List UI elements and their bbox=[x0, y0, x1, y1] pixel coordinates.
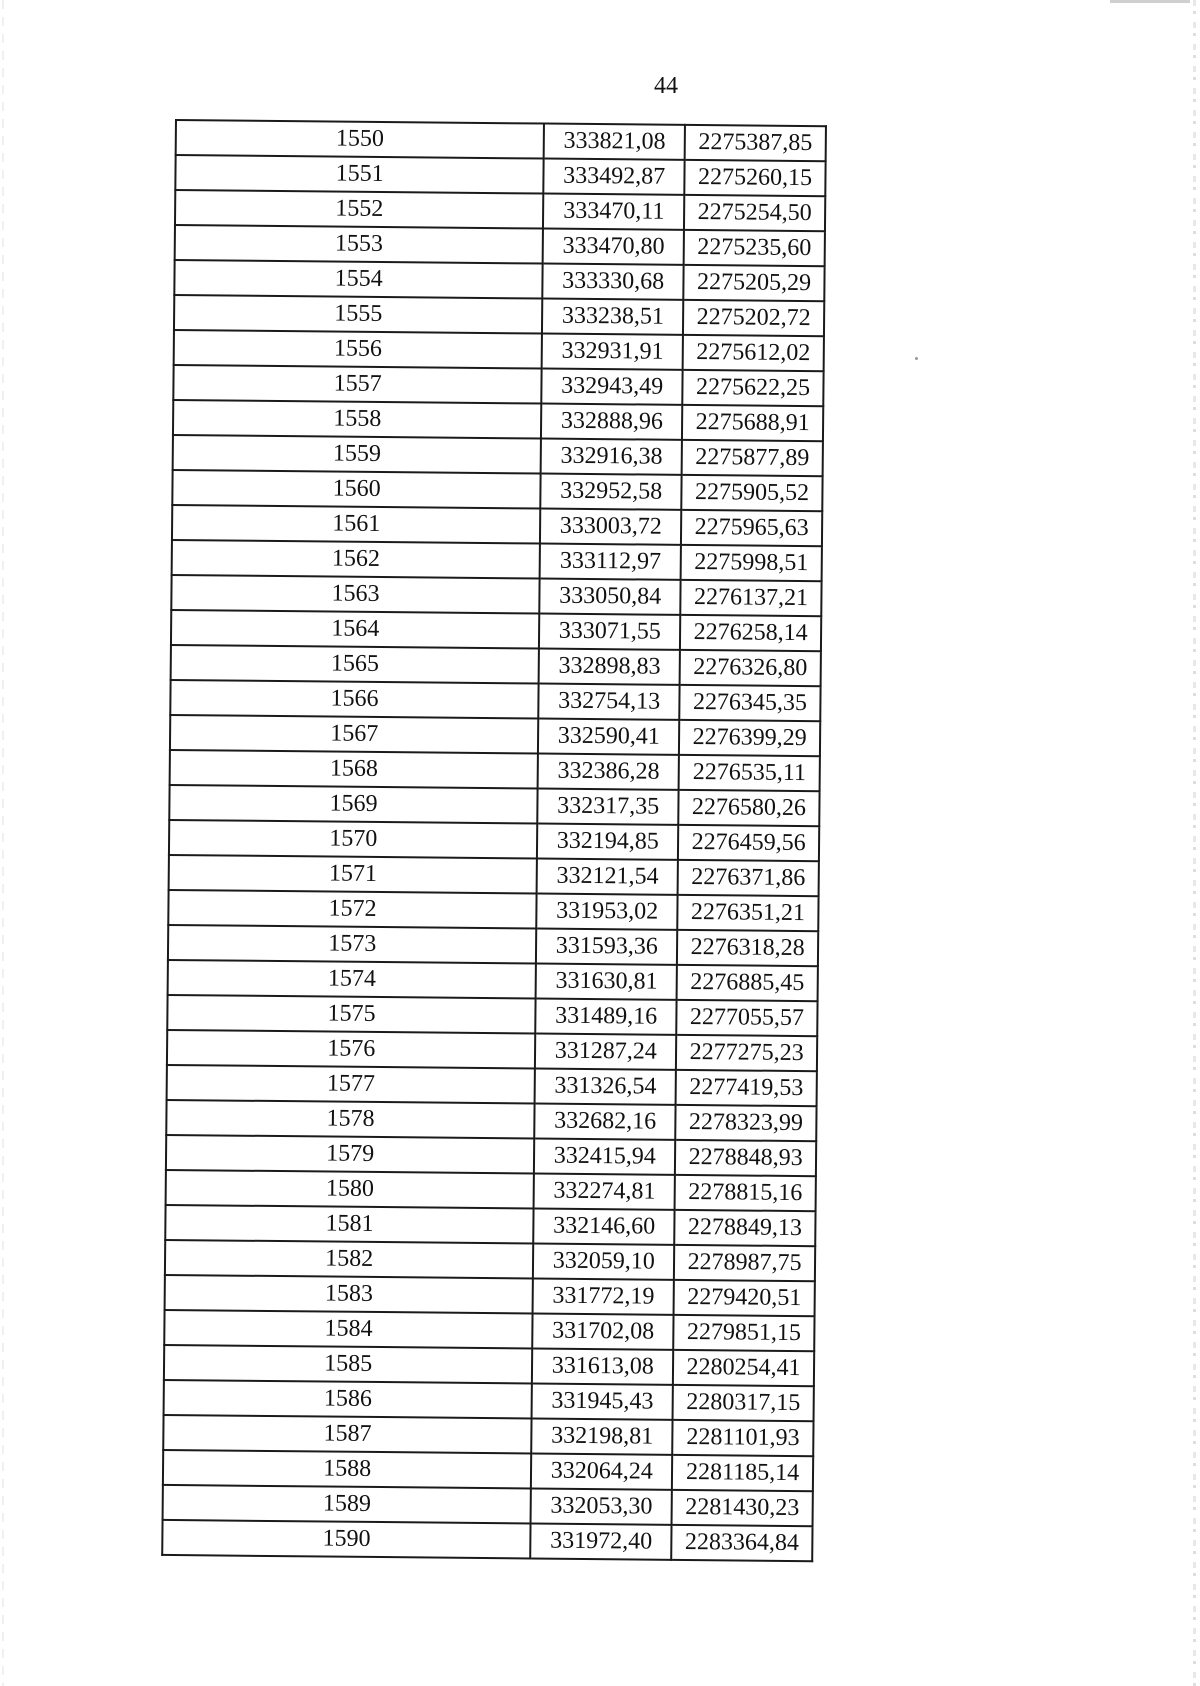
y-coordinate-cell: 2276318,28 bbox=[677, 930, 818, 966]
x-coordinate-cell: 332916,38 bbox=[541, 439, 682, 475]
scan-edge-left bbox=[2, 0, 4, 1686]
x-coordinate-cell: 333050,84 bbox=[540, 579, 681, 615]
point-number-cell: 1580 bbox=[166, 1170, 535, 1209]
point-number-cell: 1587 bbox=[163, 1415, 532, 1454]
point-number-cell: 1576 bbox=[167, 1030, 536, 1069]
x-coordinate-cell: 332952,58 bbox=[541, 474, 682, 510]
x-coordinate-cell: 331953,02 bbox=[537, 894, 678, 930]
point-number-cell: 1584 bbox=[164, 1310, 533, 1349]
y-coordinate-cell: 2275965,63 bbox=[681, 510, 822, 546]
x-coordinate-cell: 331630,81 bbox=[536, 964, 677, 1000]
y-coordinate-cell: 2275877,89 bbox=[682, 440, 823, 476]
x-coordinate-cell: 333071,55 bbox=[539, 614, 680, 650]
point-number-cell: 1562 bbox=[172, 540, 541, 579]
x-coordinate-cell: 333003,72 bbox=[540, 509, 681, 545]
y-coordinate-cell: 2281430,23 bbox=[672, 1490, 813, 1526]
y-coordinate-cell: 2281101,93 bbox=[672, 1420, 813, 1456]
point-number-cell: 1572 bbox=[168, 890, 537, 929]
x-coordinate-cell: 333112,97 bbox=[540, 544, 681, 580]
x-coordinate-cell: 331613,08 bbox=[532, 1348, 673, 1384]
x-coordinate-cell: 331326,54 bbox=[535, 1069, 676, 1105]
y-coordinate-cell: 2275260,15 bbox=[684, 160, 825, 196]
y-coordinate-cell: 2283364,84 bbox=[671, 1525, 812, 1561]
point-number-cell: 1559 bbox=[173, 435, 542, 474]
point-number-cell: 1588 bbox=[163, 1450, 532, 1489]
point-number-cell: 1581 bbox=[165, 1205, 534, 1244]
x-coordinate-cell: 333470,80 bbox=[543, 229, 684, 265]
x-coordinate-cell: 332198,81 bbox=[532, 1418, 673, 1454]
y-coordinate-cell: 2276535,11 bbox=[679, 755, 820, 791]
y-coordinate-cell: 2280317,15 bbox=[673, 1385, 814, 1421]
point-number-cell: 1577 bbox=[167, 1065, 536, 1104]
x-coordinate-cell: 331702,08 bbox=[533, 1313, 674, 1349]
x-coordinate-cell: 332317,35 bbox=[538, 789, 679, 825]
point-number-cell: 1568 bbox=[170, 750, 539, 789]
y-coordinate-cell: 2279420,51 bbox=[674, 1280, 815, 1316]
y-coordinate-cell: 2278848,93 bbox=[675, 1140, 816, 1176]
point-number-cell: 1550 bbox=[176, 120, 545, 159]
y-coordinate-cell: 2278815,16 bbox=[675, 1175, 816, 1211]
point-number-cell: 1575 bbox=[167, 995, 536, 1034]
point-number-cell: 1567 bbox=[170, 715, 539, 754]
y-coordinate-cell: 2276371,86 bbox=[678, 860, 819, 896]
point-number-cell: 1571 bbox=[169, 855, 538, 894]
point-number-cell: 1574 bbox=[168, 960, 537, 999]
scan-speck bbox=[915, 357, 918, 360]
x-coordinate-cell: 332146,60 bbox=[534, 1208, 675, 1244]
point-number-cell: 1553 bbox=[175, 225, 544, 264]
x-coordinate-cell: 332898,83 bbox=[539, 649, 680, 685]
x-coordinate-cell: 332888,96 bbox=[541, 404, 682, 440]
point-number-cell: 1569 bbox=[169, 785, 538, 824]
page-number: 44 bbox=[654, 73, 678, 99]
x-coordinate-cell: 331287,24 bbox=[535, 1034, 676, 1070]
y-coordinate-cell: 2276459,56 bbox=[678, 825, 819, 861]
y-coordinate-cell: 2277419,53 bbox=[676, 1070, 817, 1106]
point-number-cell: 1564 bbox=[171, 610, 540, 649]
table-row bbox=[162, 1520, 812, 1561]
scan-edge-right bbox=[1193, 0, 1196, 1686]
point-number-cell: 1556 bbox=[174, 330, 543, 369]
point-number-cell: 1583 bbox=[165, 1275, 534, 1314]
x-coordinate-cell: 332059,10 bbox=[533, 1243, 674, 1279]
point-number-cell: 1557 bbox=[173, 365, 542, 404]
x-coordinate-cell: 332590,41 bbox=[538, 719, 679, 755]
y-coordinate-cell: 2277275,23 bbox=[676, 1035, 817, 1071]
y-coordinate-cell: 2276580,26 bbox=[678, 790, 819, 826]
point-number-cell: 1565 bbox=[171, 645, 540, 684]
y-coordinate-cell: 2275998,51 bbox=[681, 545, 822, 581]
x-coordinate-cell: 332754,13 bbox=[539, 684, 680, 720]
x-coordinate-cell: 332064,24 bbox=[531, 1453, 672, 1489]
point-number-cell: 1578 bbox=[166, 1100, 535, 1139]
point-number-cell: 1552 bbox=[175, 190, 544, 229]
x-coordinate-cell: 332415,94 bbox=[534, 1138, 675, 1174]
x-coordinate-cell: 332386,28 bbox=[538, 754, 679, 790]
y-coordinate-cell: 2278323,99 bbox=[675, 1105, 816, 1141]
point-number-cell: 1566 bbox=[170, 680, 539, 719]
y-coordinate-cell: 2275622,25 bbox=[682, 370, 823, 406]
point-number-cell: 1582 bbox=[165, 1240, 534, 1279]
x-coordinate-cell: 333470,11 bbox=[543, 194, 684, 230]
y-coordinate-cell: 2275612,02 bbox=[683, 335, 824, 371]
point-number-cell: 1579 bbox=[166, 1135, 535, 1174]
point-number-cell: 1586 bbox=[164, 1380, 533, 1419]
y-coordinate-cell: 2276885,45 bbox=[677, 965, 818, 1001]
y-coordinate-cell: 2279851,15 bbox=[673, 1315, 814, 1351]
point-number-cell: 1554 bbox=[174, 260, 543, 299]
x-coordinate-cell: 331945,43 bbox=[532, 1383, 673, 1419]
point-number-cell: 1558 bbox=[173, 400, 542, 439]
point-number-cell: 1590 bbox=[162, 1520, 531, 1559]
x-coordinate-cell: 331972,40 bbox=[531, 1523, 672, 1559]
point-number-cell: 1551 bbox=[175, 155, 544, 194]
y-coordinate-cell: 2278849,13 bbox=[674, 1210, 815, 1246]
x-coordinate-cell: 332682,16 bbox=[535, 1104, 676, 1140]
point-number-cell: 1589 bbox=[163, 1485, 532, 1524]
point-number-cell: 1555 bbox=[174, 295, 543, 334]
y-coordinate-cell: 2275205,29 bbox=[683, 265, 824, 301]
y-coordinate-cell: 2278987,75 bbox=[674, 1245, 815, 1281]
x-coordinate-cell: 333492,87 bbox=[544, 159, 685, 195]
point-number-cell: 1560 bbox=[172, 470, 541, 509]
y-coordinate-cell: 2276326,80 bbox=[680, 650, 821, 686]
x-coordinate-cell: 331772,19 bbox=[533, 1278, 674, 1314]
y-coordinate-cell: 2275202,72 bbox=[683, 300, 824, 336]
x-coordinate-cell: 332931,91 bbox=[542, 334, 683, 370]
coordinates-table-body bbox=[162, 120, 826, 1561]
point-number-cell: 1585 bbox=[164, 1345, 533, 1384]
x-coordinate-cell: 331593,36 bbox=[536, 929, 677, 965]
x-coordinate-cell: 332194,85 bbox=[537, 824, 678, 860]
point-number-cell: 1563 bbox=[171, 575, 540, 614]
x-coordinate-cell: 333330,68 bbox=[543, 264, 684, 300]
y-coordinate-cell: 2280254,41 bbox=[673, 1350, 814, 1386]
y-coordinate-cell: 2275235,60 bbox=[684, 230, 825, 266]
y-coordinate-cell: 2281185,14 bbox=[672, 1455, 813, 1491]
x-coordinate-cell: 332274,81 bbox=[534, 1173, 675, 1209]
y-coordinate-cell: 2276137,21 bbox=[680, 580, 821, 616]
y-coordinate-cell: 2276258,14 bbox=[680, 615, 821, 651]
point-number-cell: 1561 bbox=[172, 505, 541, 544]
x-coordinate-cell: 332943,49 bbox=[542, 369, 683, 405]
x-coordinate-cell: 333821,08 bbox=[544, 124, 685, 160]
y-coordinate-cell: 2275905,52 bbox=[681, 475, 822, 511]
y-coordinate-cell: 2276351,21 bbox=[677, 895, 818, 931]
y-coordinate-cell: 2275254,50 bbox=[684, 195, 825, 231]
point-number-cell: 1573 bbox=[168, 925, 537, 964]
x-coordinate-cell: 333238,51 bbox=[542, 299, 683, 335]
scan-top-mark bbox=[1110, 0, 1190, 3]
point-number-cell: 1570 bbox=[169, 820, 538, 859]
y-coordinate-cell: 2275387,85 bbox=[685, 125, 826, 161]
coordinates-table bbox=[161, 119, 827, 1562]
y-coordinate-cell: 2277055,57 bbox=[676, 1000, 817, 1036]
y-coordinate-cell: 2275688,91 bbox=[682, 405, 823, 441]
y-coordinate-cell: 2276345,35 bbox=[679, 685, 820, 721]
x-coordinate-cell: 332121,54 bbox=[537, 859, 678, 895]
y-coordinate-cell: 2276399,29 bbox=[679, 720, 820, 756]
x-coordinate-cell: 331489,16 bbox=[536, 999, 677, 1035]
x-coordinate-cell: 332053,30 bbox=[531, 1488, 672, 1524]
